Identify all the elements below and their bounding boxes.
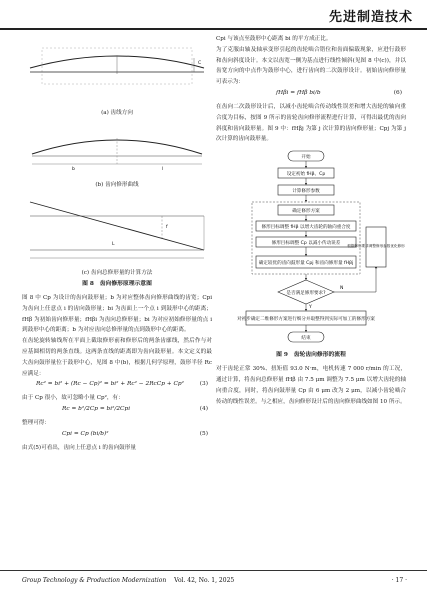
figure8c-caption: (c) 齿向总修形量的计算方法 — [81, 270, 153, 276]
footer-volume: Vol. 42, No. 1, 2025 — [174, 577, 235, 584]
page-header — [0, 0, 427, 30]
equation-5-number: (5) — [199, 430, 208, 437]
equation-3 — [22, 379, 212, 393]
right-paragraph-1: Cpi 与该点至鼓形中心距离 bi 的平方成正比。 — [216, 36, 332, 42]
left-paragraph-5: 由式(5)可看出，齿向上任意点 i 的齿向鼓形量 — [22, 444, 136, 451]
left-paragraph-3: 由于 Cp 很小，故可忽略小量 Cp²，有： — [22, 395, 124, 402]
fc-confirm-text: 确定修形方案 — [292, 209, 320, 215]
figure8c-total-modification — [22, 190, 212, 264]
equation-4-expr: Rc = b²/2Cp = bi²/2Cpi — [62, 406, 131, 413]
fig8a-label-cp: C — [198, 61, 202, 66]
right-paragraph-2: 为了克服由轴及轴承变形引起的齿轮啮合错位和齿面偏载现象，应进行鼓形和齿向斜度设计。本文以齿宽一侧为基点进行线性倾斜(见图 8 中(c))，并以齿宽方向的中点作为鼓形中心，进行齿向的二次鼓形设计。初始齿向修形量可表示为： — [216, 46, 406, 86]
page-footer — [0, 570, 427, 593]
fc-step3-text: 确定较优的齿向鼓形量 Cpj 和齿向修形量 fHβj — [258, 261, 354, 267]
figure8a-caption: (a) 齿线方向 — [101, 110, 133, 116]
figure8-title: 图 8 齿向修形原理示意图 — [82, 281, 152, 287]
fc-decision-text: 是否满足修形要求? — [286, 291, 326, 297]
equation-4 — [22, 404, 212, 418]
equation-6-number: (6) — [393, 89, 402, 96]
fig8c-label-ls: L — [112, 242, 115, 247]
footer-journal-name — [22, 577, 234, 584]
fc-step1-text: 修形目标调整 fHβ 以增大齿轮的轴向重合度 — [261, 225, 351, 231]
fc-step2-text: 修形目标调整 Cp 以减小传动误差 — [271, 241, 341, 247]
equation-3-expr: Rc² = bi² + (Rc − Cp)² = bi² + Rc² − 2RcCp + Cp² — [36, 381, 184, 388]
figure8b-modification-curve — [22, 118, 212, 176]
figure8b-caption: (b) 齿向修形曲线 — [95, 182, 139, 188]
left-paragraph-2: 在齿轮旋转轴线所在平面上截取修形前和修形后的两条齿廓线，然后作与对应基圆相切的两条直线。这两条直线的距离即为齿向鼓形量。本文定义的最大齿向鼓形量位于鼓形中心，见图 8 中(b)，根据几何学原理，鼓形半径 Rc 应满足： — [22, 338, 212, 377]
equation-6-expr: fHβi = fHβ bi/b — [276, 89, 321, 96]
footer-page-number: · 17 · — [391, 577, 407, 584]
equation-5-expr: Cpi = Cp (bi/b)² — [62, 430, 109, 437]
equation-6 — [216, 88, 406, 102]
fig8c-label-fhb: f — [166, 225, 168, 230]
fc-calc-text: 计算修形参数 — [292, 189, 320, 195]
fc-set-init-text: 设定初始 fHβ、Cp — [286, 172, 326, 178]
left-paragraph-4: 整理可得： — [22, 420, 50, 427]
fc-compare-text: 对初步确定二维修形方案进行细分并取整得到实际可加工的修形方案 — [237, 317, 375, 323]
footer-journal-en: Group Technology & Production Modernization — [22, 577, 167, 584]
fig8b-label-b: b — [72, 167, 75, 172]
figure9-flowchart — [216, 149, 406, 345]
figure8a-tooth-direction — [22, 34, 212, 104]
equation-5 — [22, 429, 212, 443]
journal-title: 先进制造技术 — [328, 10, 413, 25]
fc-end-text: 结束 — [301, 336, 311, 342]
right-column — [216, 34, 406, 407]
fc-start-text: 开始 — [301, 155, 311, 161]
fc-yes-label: Y — [309, 305, 312, 311]
equation-4-number: (4) — [199, 406, 208, 413]
equation-3-number: (3) — [199, 381, 208, 388]
left-paragraph-1: 图 8 中 Cp 为设计的齿向鼓形量；b 为对应整体齿向修形曲线的齿宽；Cpi 为齿向上任意点 i 的齿向鼓形量；bi 为齿面上一个点 i 到鼓形中心的距离；fHβ 为初始齿向修形量；fHβi 为齿向总修形量；bi 为对应初始修形量的点 i 到鼓形中心的距离；b 为对应齿向总修形量的点到鼓形中心的距离。 — [22, 295, 212, 334]
fc-no-label: N — [340, 286, 344, 292]
figure9-title: 图 9 齿轮齿向修形的流程 — [276, 352, 346, 359]
left-column — [22, 34, 212, 454]
fig8b-label-l: l — [162, 167, 164, 172]
right-paragraph-4: 对于齿轮正常 30%、扭矩值 93.0 N·m，电机转速 7 000 r/min 的工况，通过计算，将齿向总修形量 fHβ 由 7.5 μm 调整为 7.5 μm 以增大齿轮的轴向重合度，同时，将齿向鼓形量 Cp 由 6 μm 改为 2 μm，以减小齿轮啮合传动的线性误差。与之相应，齿向修形设计后的齿向修形曲线如图 10 所示。 — [216, 366, 406, 405]
right-paragraph-3: 在齿向二次鼓形设计后，以减小齿轮啮合传动线性误差和增大齿轮的轴向重合度为目标，按图 9 所示的齿轮齿向修形流程进行计算，可得出最优的齿向斜度和齿向鼓形量。图 9 中：fHβj 为第 j 次计算的齿向修形量；Cpj 为第 j 次计算的齿向鼓形量。 — [216, 103, 406, 143]
fc-side-box-text: 根据修形要求调整修形参数优化修形 — [347, 244, 405, 249]
